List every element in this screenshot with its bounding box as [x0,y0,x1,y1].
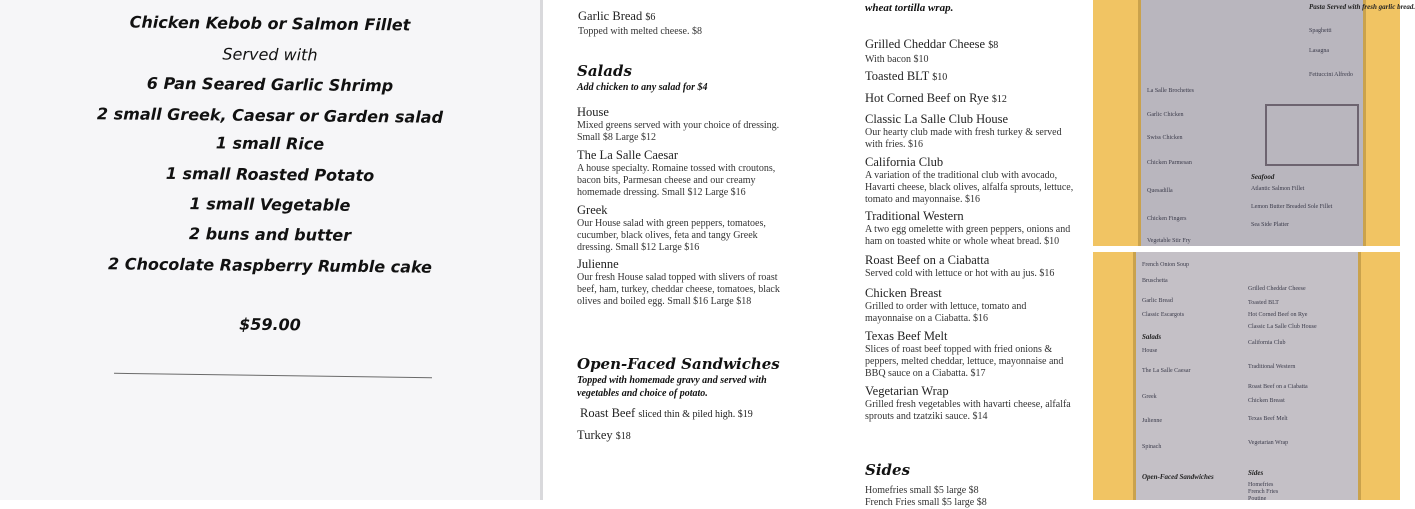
item-name: Garlic Bread [578,9,643,23]
item-name: Turkey [577,428,613,442]
item-name: California Club [865,155,944,169]
item-name: House [577,105,609,119]
menu-item-grilled-cheddar [865,37,1093,66]
special-package-flyer [0,0,540,500]
menu-item-california-club [865,155,1093,206]
menu-item-chicken-breast [865,286,1093,325]
photo-text: Salads [1142,333,1162,341]
photo-text: Texas Beef Melt [1248,416,1288,422]
special-line-vegetable: 1 small Vegetable [189,194,351,215]
item-desc: French Fries small $5 large $8 [865,497,987,508]
photo-text: Fettuccini Alfredo [1309,72,1353,78]
item-price: $10 [932,72,948,83]
menu-column-salads [543,0,835,500]
photo-text: Spaghetti [1309,28,1332,34]
photo-text: French Onion Soup [1142,262,1189,268]
menu-item-roast-beef [580,406,835,422]
special-price: $59.00 [239,314,301,335]
photo-text: House [1142,348,1158,354]
item-name: Julienne [577,257,619,271]
photo-text: Julienne [1142,418,1162,424]
photo-text: Sides [1248,469,1264,477]
menu-item-greek-salad [577,203,835,254]
photo-text: Chicken Fingers [1147,216,1187,222]
photo-text: Chicken Breast [1248,398,1285,404]
item-name: Vegetarian Wrap [865,384,949,398]
menu-item-toasted-blt [865,69,1093,85]
photo-text: Pasta Served with fresh garlic bread. [1309,3,1415,11]
menu-photo-top [1138,0,1415,246]
photo-text: Swiss Chicken [1147,135,1183,141]
item-name: Classic La Salle Club House [865,112,1009,126]
photo-text: Spinach [1142,444,1162,450]
item-name: Toasted BLT [865,69,930,83]
section-subtitle-salads: Add chicken to any salad for $4 [577,82,708,93]
menu-item-french-fries [865,496,1093,509]
section-subtitle-wraps: wheat tortilla wrap. [865,2,954,14]
item-desc: Our fresh House salad topped with slivers of roast beef, ham, turkey, cheddar cheese, tomatoes, black olives and boiled egg. Small $16 Large $18 [577,272,780,307]
photo-text: French Fries [1248,489,1279,495]
menu-photo-bottom [1133,252,1361,500]
photo-text: Lemon Butter Breaded Sole Fillet [1251,204,1333,210]
special-line-rice: 1 small Rice [215,133,325,154]
menu-item-turkey [577,428,835,444]
special-line-potato: 1 small Roasted Potato [165,163,375,186]
item-name: Traditional Western [865,209,964,223]
photo-text: The La Salle Caesar [1142,368,1191,374]
item-desc: Our House salad with green peppers, tomatoes, cucumber, black olives, feta and tangy Greek dressing. Small $12 Large $16 [577,218,766,253]
item-desc: Slices of roast beef topped with fried onions & peppers, melted cheddar, lettuce, mayonnaise and BBQ sauce on a Ciabatta. $17 [865,344,1064,379]
menu-item-caesar-salad [577,148,835,199]
special-line-cake: 2 Chocolate Raspberry Rumble cake [107,254,433,277]
photo-text: Open-Faced Sandwiches [1142,473,1214,481]
item-price: $12 [991,94,1007,105]
special-line-salad: 2 small Greek, Caesar or Garden salad [96,104,444,127]
item-name: Roast Beef [580,406,636,420]
item-price: $6 [645,12,656,23]
section-title-open-faced: Open-Faced Sandwiches [577,355,780,373]
special-line-main: Chicken Kebob or Salmon Fillet [129,12,411,35]
item-name: Hot Corned Beef on Rye [865,91,989,105]
section-title-salads: Salads [577,62,632,80]
photo-text: Sea Side Platter [1251,222,1289,228]
item-desc: With bacon $10 [865,54,929,65]
photo-text: Vegetable Stir Fry [1147,238,1191,244]
photo-text: Quesadilla [1147,188,1173,194]
photo-text: Homefries [1248,482,1274,488]
item-desc: A variation of the traditional club with avocado, Havarti cheese, black olives, alfalfa sprouts, lettuce, tomato and mayonnaise. $16 [865,170,1074,205]
photo-text: Chicken Parmesan [1147,160,1192,166]
item-desc: A two egg omelette with green peppers, onions and ham on toasted white or whole wheat bread. $10 [865,224,1071,247]
photo-text: Poutine [1248,496,1267,502]
menu-item-texas-beef-melt [865,329,1093,380]
menu-item-vegetarian-wrap [865,384,1093,423]
photo-text: Greek [1142,394,1157,400]
special-line-shrimp: 6 Pan Seared Garlic Shrimp [146,73,394,96]
menu-column-sandwiches [835,0,1093,508]
item-desc: Served cold with lettuce or hot with au jus. $16 [865,268,1055,279]
item-name: Grilled Cheddar Cheese [865,37,986,51]
item-desc: Mixed greens served with your choice of dressing. Small $8 Large $12 [577,120,780,143]
section-title-sides: Sides [865,461,911,479]
item-name: Greek [577,203,608,217]
photo-text: Garlic Chicken [1147,112,1184,118]
photo-text: Seafood [1251,173,1275,181]
photo-text: California Club [1248,340,1286,346]
photo-text: Bruschetta [1142,278,1168,284]
photo-text: Atlantic Salmon Fillet [1251,186,1305,192]
photo-text: Roast Beef on a Ciabatta [1248,384,1308,390]
menu-item-traditional-western [865,209,1093,248]
item-desc: sliced thin & piled high. $19 [638,409,753,420]
item-desc: Grilled fresh vegetables with havarti cheese, alfalfa sprouts and tzatziki sauce. $14 [865,399,1071,422]
item-name: Texas Beef Melt [865,329,948,343]
menu-item-roast-beef-ciabatta [865,253,1093,280]
item-desc: Topped with melted cheese. $8 [578,26,702,37]
menu-item-house-salad [577,105,835,144]
item-name: Chicken Breast [865,286,942,300]
menu-item-garlic-bread [578,9,835,38]
photo-text: Toasted BLT [1248,300,1279,306]
photo-text: Grilled Cheddar Cheese [1248,286,1306,292]
item-name: The La Salle Caesar [577,148,678,162]
item-price: $8 [988,40,999,51]
menu-item-club-house [865,112,1093,151]
photo-text: La Salle Brochettes [1147,88,1194,94]
divider-line [114,373,432,378]
photo-text: Classic La Salle Club House [1248,324,1317,330]
photo-frame-box [1265,104,1359,166]
menu-item-julienne-salad [577,257,835,308]
section-subtitle-open-faced: Topped with homemade gravy and served with vegetables and choice of potato. [577,375,767,399]
photo-text: Lasagna [1309,48,1329,54]
item-price: $18 [615,431,631,442]
photo-text: Garlic Bread [1142,298,1173,304]
photo-text: Hot Corned Beef on Rye [1248,312,1308,318]
menu-item-corned-beef [865,91,1093,107]
special-line-served: Served with [222,44,318,65]
photo-text: Vegetarian Wrap [1248,440,1289,446]
item-name: Roast Beef on a Ciabatta [865,253,990,267]
item-desc: Our hearty club made with fresh turkey & served with fries. $16 [865,127,1062,150]
special-line-buns: 2 buns and butter [188,224,352,245]
item-desc: Homefries small $5 large $8 [865,485,979,496]
photo-text: Classic Escargots [1142,312,1185,318]
photo-text: Traditional Western [1248,364,1296,370]
item-desc: A house specialty. Romaine tossed with croutons, bacon bits, Parmesan cheese and our creamy homemade dressing. Small $12 Large $16 [577,163,776,198]
menu-photo-strip [1093,0,1415,502]
item-desc: Grilled to order with lettuce, tomato and mayonnaise on a Ciabatta. $16 [865,301,1027,324]
